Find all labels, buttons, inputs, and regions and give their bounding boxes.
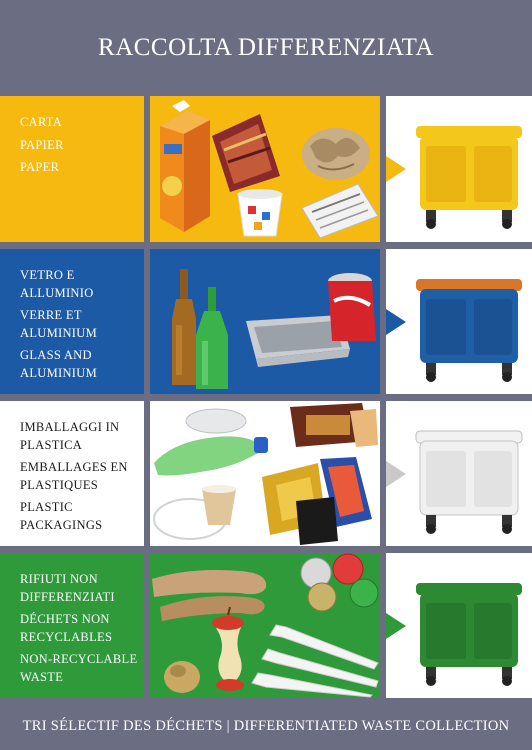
category-label-panel — [0, 249, 144, 394]
page-title: RACCOLTA DIFFERENZIATA — [98, 34, 434, 61]
label-line: PLASTIQUES — [20, 477, 99, 492]
bin-panel-non-recyclable — [386, 553, 532, 698]
blue-bin-icon — [386, 249, 532, 394]
category-label-panel — [0, 553, 144, 698]
soda-can-icon — [328, 273, 376, 341]
glass-aluminium-items-illustration — [150, 249, 380, 394]
plastic-forks-icon — [252, 625, 378, 697]
plastic-bottle-icon — [154, 436, 268, 475]
label-group-it — [20, 571, 144, 606]
photo-panel-paper — [150, 96, 380, 242]
category-row-paper — [0, 96, 532, 242]
label-line: PACKAGINGS — [20, 517, 103, 532]
label-line: PAPER — [20, 160, 60, 174]
label-line: EMBALLAGES EN — [20, 460, 128, 474]
photo-panel-glass-aluminium — [150, 249, 380, 394]
label-line: RECYCLABLES — [20, 629, 113, 644]
label-line: ALUMINIUM — [20, 325, 97, 340]
paper-cup-icon — [238, 189, 282, 236]
wooden-spoons-icon — [152, 570, 266, 621]
label-group-it — [20, 419, 144, 454]
label-line: PAPIER — [20, 137, 64, 152]
label-group-fr — [20, 137, 144, 155]
label-line: VETRO E — [20, 268, 75, 282]
label-line: VERRE ET — [20, 308, 82, 322]
bottle-caps-icon — [301, 554, 378, 611]
label-group-en — [20, 499, 144, 534]
yellow-bin-icon — [386, 96, 532, 242]
category-label-panel — [0, 401, 144, 546]
crumpled-paper-icon — [302, 128, 370, 180]
label-line: DIFFERENZIATI — [20, 589, 115, 604]
plastic-cup-icon — [202, 485, 236, 525]
category-row-non-recyclable — [0, 553, 532, 698]
bin-panel-paper — [386, 96, 532, 242]
label-group-it — [20, 114, 144, 132]
label-line: RIFIUTI NON — [20, 572, 98, 586]
label-line: GLASS AND — [20, 348, 92, 362]
footer-caption: TRI SÉLECTIF DES DÉCHETS | DIFFERENTIATED WASTE COLLECTION — [22, 717, 510, 734]
label-group-fr — [20, 307, 144, 342]
milk-carton-icon — [160, 100, 210, 232]
bin-panel-glass-aluminium — [386, 249, 532, 394]
photo-panel-non-recyclable — [150, 553, 380, 698]
label-group-fr — [20, 459, 144, 494]
label-group-en — [20, 347, 144, 382]
plastic-items-illustration — [150, 401, 380, 546]
label-line: ALUMINIUM — [20, 365, 97, 380]
label-group-it — [20, 267, 144, 302]
category-row-plastic — [0, 401, 532, 546]
category-row-glass-aluminium — [0, 249, 532, 394]
cork-icon — [164, 661, 200, 693]
brown-bottle-icon — [172, 269, 196, 385]
label-line: ALLUMINIO — [20, 285, 94, 300]
paper-items-illustration — [150, 96, 380, 242]
snack-wrapper-icon — [262, 457, 372, 545]
category-label-panel — [0, 96, 144, 242]
ice-cream-pack-icon — [290, 403, 378, 447]
magazine-icon — [212, 114, 280, 192]
green-bottle-icon — [196, 287, 228, 389]
non-recyclable-items-illustration — [150, 553, 380, 698]
green-bin-icon — [386, 553, 532, 698]
photo-panel-plastic — [150, 401, 380, 546]
label-group-en — [20, 651, 144, 686]
label-group-en — [20, 159, 144, 177]
plastic-tray-icon — [186, 409, 246, 433]
label-line: PLASTICA — [20, 437, 83, 452]
label-line: PLASTIC — [20, 500, 73, 514]
label-group-fr — [20, 611, 144, 646]
label-line: WASTE — [20, 669, 64, 684]
newspaper-icon — [302, 184, 378, 238]
white-bin-icon — [386, 401, 532, 546]
label-line: NON-RECYCLABLE — [20, 652, 138, 666]
label-line: DÉCHETS NON — [20, 612, 110, 626]
bin-panel-plastic — [386, 401, 532, 546]
label-line: CARTA — [20, 115, 63, 129]
label-line: IMBALLAGGI IN — [20, 420, 120, 434]
apple-core-icon — [212, 607, 244, 691]
